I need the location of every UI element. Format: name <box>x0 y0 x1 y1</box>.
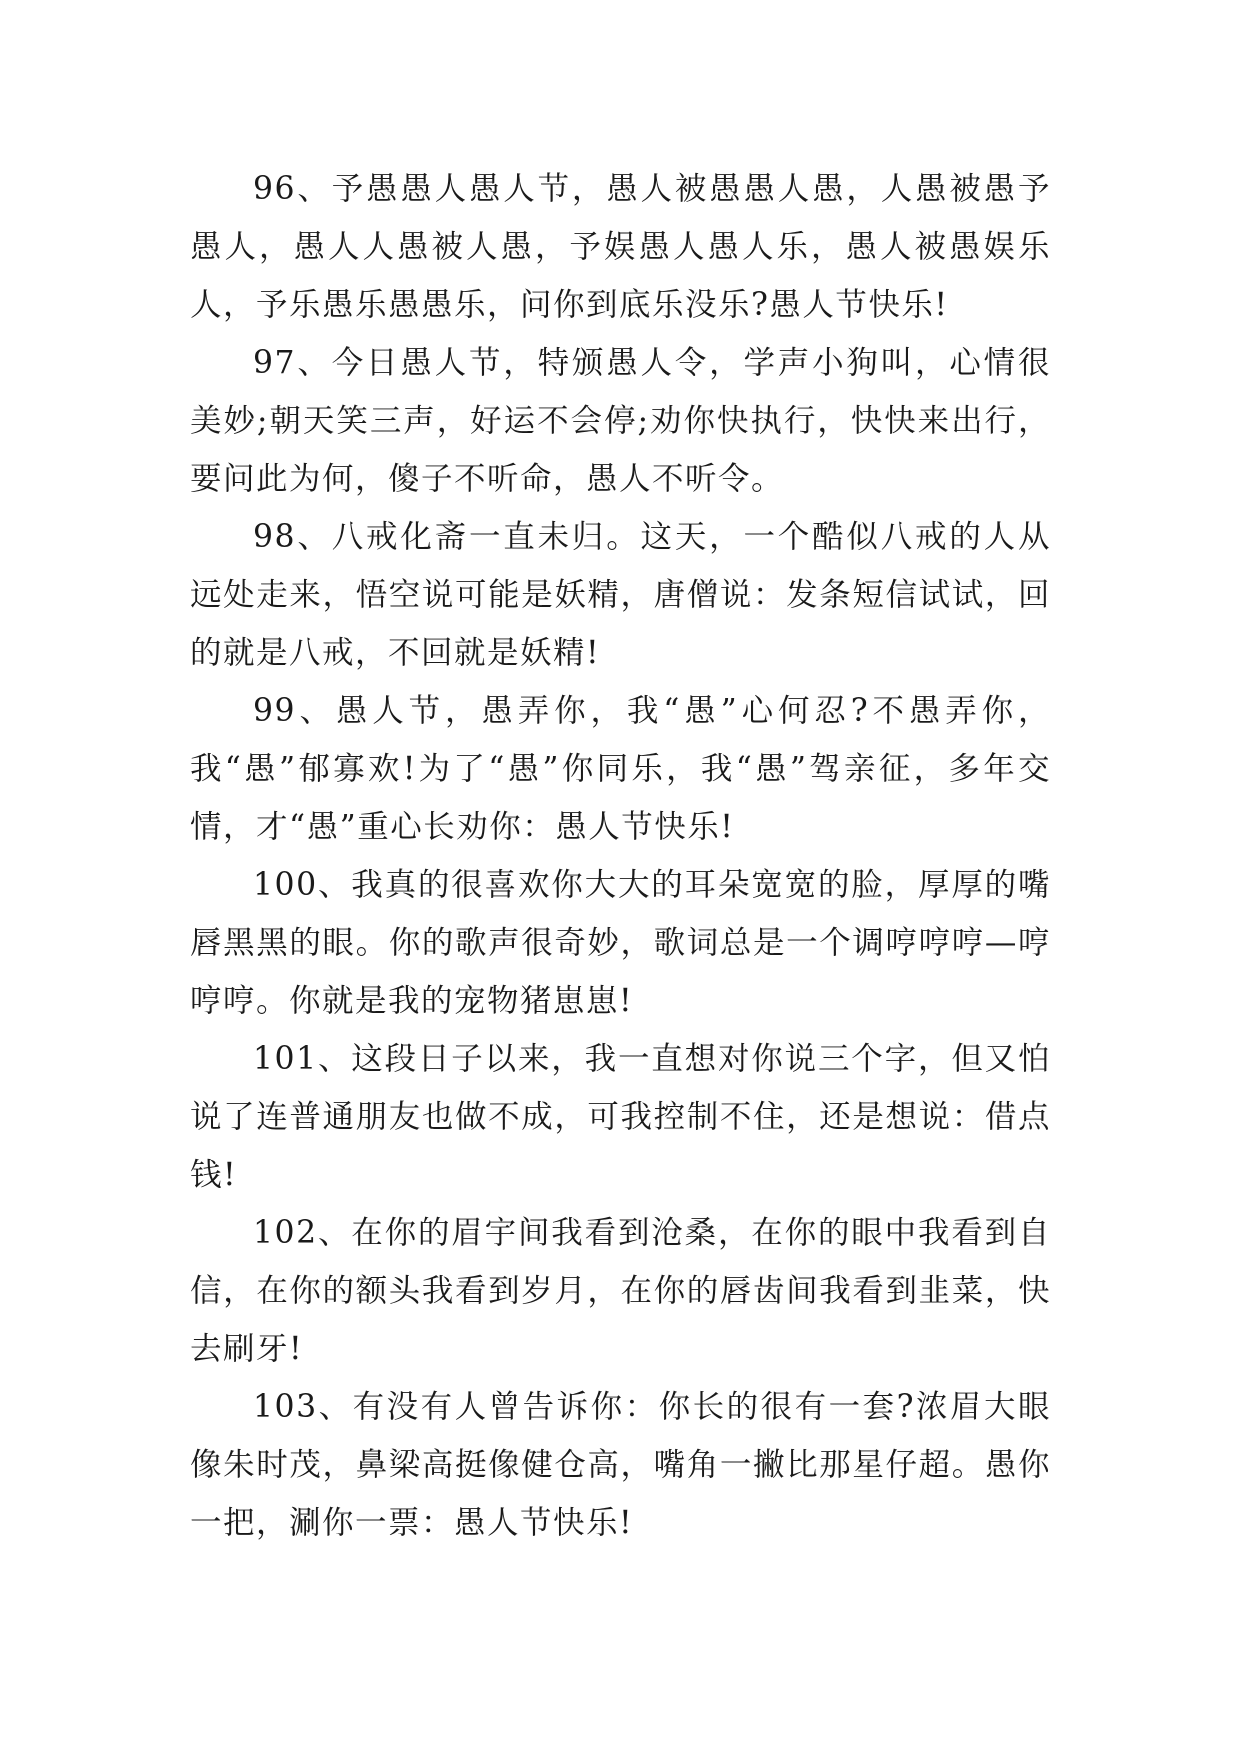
paragraph-98: 98、八戒化斋一直未归。这天，一个酷似八戒的人从远处走来，悟空说可能是妖精，唐僧说：发条短信试试，回的就是八戒，不回就是妖精! <box>190 519 1051 671</box>
paragraph-100: 100、我真的很喜欢你大大的耳朵宽宽的脸，厚厚的嘴唇黑黑的眼。你的歌声很奇妙，歌词总是一个调哼哼哼—哼哼哼。你就是我的宠物猪崽崽! <box>190 867 1051 1019</box>
paragraph-102: 102、在你的眉宇间我看到沧桑，在你的眼中我看到自信，在你的额头我看到岁月，在你的唇齿间我看到韭菜，快去刷牙! <box>190 1215 1051 1367</box>
paragraph-97: 97、今日愚人节，特颁愚人令，学声小狗叫，心情很美妙;朝天笑三声，好运不会停;劝你快执行，快快来出行，要问此为何，傻子不听命，愚人不听令。 <box>190 345 1051 497</box>
paragraph-101: 101、这段日子以来，我一直想对你说三个字，但又怕说了连普通朋友也做不成，可我控制不住，还是想说：借点钱! <box>190 1041 1051 1193</box>
paragraph-96: 96、予愚愚人愚人节，愚人被愚愚人愚，人愚被愚予愚人，愚人人愚被人愚，予娱愚人愚人乐，愚人被愚娱乐人，予乐愚乐愚愚乐，问你到底乐没乐?愚人节快乐! <box>190 171 1051 323</box>
paragraph-103: 103、有没有人曾告诉你：你长的很有一套?浓眉大眼像朱时茂，鼻梁高挺像健仓高，嘴角一撇比那星仔超。愚你一把，涮你一票：愚人节快乐! <box>190 1389 1051 1541</box>
paragraph-99: 99、愚人节，愚弄你，我“愚”心何忍?不愚弄你，我“愚”郁寡欢!为了“愚”你同乐，我“愚”驾亲征，多年交情，才“愚”重心长劝你：愚人节快乐! <box>190 693 1051 845</box>
